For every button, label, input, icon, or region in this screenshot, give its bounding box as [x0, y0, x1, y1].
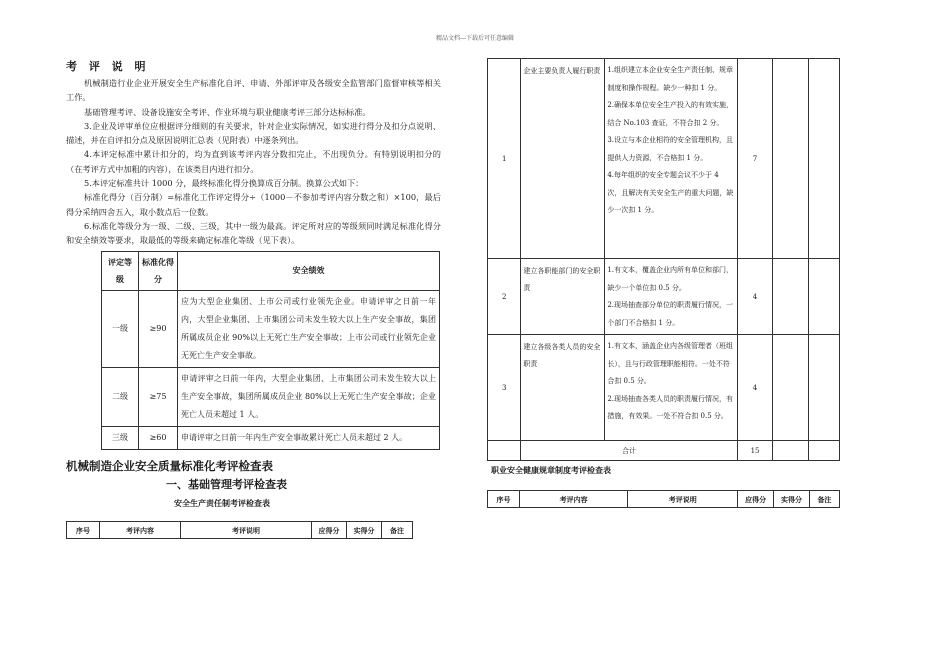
header-no: 序号 [67, 521, 100, 538]
row-content: 建立各级各类人员的安全职责 [521, 335, 605, 441]
row-content: 建立各职能部门的安全职责 [521, 259, 605, 335]
row-score: 4 [737, 335, 772, 441]
total-label: 合计 [521, 441, 737, 461]
grade-cell: 三级 [102, 426, 139, 449]
header-no: 序号 [488, 491, 520, 508]
table-row [102, 367, 440, 426]
header-content: 考评内容 [520, 491, 628, 508]
header-remarks: 备注 [809, 491, 839, 508]
total-score: 15 [737, 441, 772, 461]
table-row [488, 335, 840, 441]
responsibility-table-header [66, 521, 413, 539]
total-remarks [808, 441, 839, 461]
regulations-table-header [487, 490, 840, 508]
table-row [102, 290, 440, 367]
header-actual-score: 实得分 [774, 491, 810, 508]
grade-cell: 一级 [102, 290, 139, 367]
header-description: 考评说明 [628, 491, 738, 508]
score-cell: ≥75 [139, 367, 178, 426]
table-row [488, 259, 840, 335]
header-description: 考评说明 [181, 521, 312, 538]
table-row [488, 59, 840, 259]
table-title: 安全生产责任制考评检查表 [174, 498, 270, 508]
desc-cell: 申请评审之日前一年内生产安全事故累计死亡人员未超过 2 人。 [178, 426, 440, 449]
paragraph: 6.标准化等级分为一级、二级、三级，其中一级为最高。评定所对应的等级须同时满足标准化得分和安全绩效等要求，取最低的等级来确定标准化等级（见下表）。 [66, 220, 441, 246]
row-no: 2 [488, 259, 521, 335]
total-empty-cell [488, 441, 521, 461]
paragraph: 4.本评定标准中累计扣分的，均为直到该考评内容分数扣完止，不出现负分。有特别说明扣分的（在考评方式中加粗的内容），在该类目内进行扣分。 [66, 149, 441, 174]
total-row [488, 441, 840, 461]
header-remarks: 备注 [382, 521, 413, 538]
table-header-row [488, 491, 840, 508]
header-score: 标准化得分 [139, 251, 178, 290]
paragraph: 3.企业及评审单位应根据评分细则的有关要求，针对企业实际情况，如实进行得分及扣分点说明、描述，并在自评扣分点及原因说明汇总表（见附表）中逐条列出。 [66, 120, 441, 146]
score-cell: ≥60 [139, 426, 178, 449]
header-content: 考评内容 [100, 521, 181, 538]
row-remarks [808, 335, 839, 441]
instructions-heading: 考 评 说 明 [66, 60, 150, 73]
desc-cell: 申请评审之日前一年内，大型企业集团、上市集团公司未发生较大以上生产安全事故，集团所属成员企业 80%以上无死亡生产安全事故；企业死亡人员未超过 1 人。 [178, 367, 440, 426]
total-actual [773, 441, 808, 461]
row-actual [773, 59, 808, 259]
table-header-row [67, 521, 413, 538]
header-due-score: 应得分 [738, 491, 774, 508]
paragraph: 机械制造行业企业开展安全生产标准化自评、申请、外部评审及各级安全监管部门监督审核等相关工作。 [66, 78, 441, 103]
row-score: 7 [737, 59, 772, 259]
header-grade: 评定等级 [102, 251, 139, 290]
left-column [66, 58, 441, 539]
row-description: 1.组织建立本企业安全生产责任制、规章制度和操作规程。缺少一种扣 1 分。 2.确保本单位安全生产投入的有效实施，结合 No.103 查证，不符合扣 2 分。 3.设立与本企业相符的安全管理机构，且提供人力资源，不合格扣 1 分。 4.每年组织的安全专题会议不少于 4 次，且解决有关安全生产的重大问题，缺少一次扣 1 分。 [605, 59, 738, 259]
paragraph: 基础管理考评、设备设施安全考评、作业环境与职业健康考评三部分达标标准。 [84, 106, 371, 117]
section-title: 一、基础管理考评检查表 [166, 477, 287, 491]
paragraph: 标准化得分（百分制）=标准化工作评定得分÷（1000－不参加考评内容分数之和）×100，最后得分采纳四舍五入，取小数点后一位数。 [66, 192, 441, 217]
table-header-row [102, 251, 440, 290]
header-performance: 安全绩效 [178, 251, 440, 290]
grade-cell: 二级 [102, 367, 139, 426]
paragraph: 5.本评定标准共计 1000 分，最终标准化得分换算成百分制。换算公式如下： [84, 178, 364, 189]
table-row [102, 426, 440, 449]
row-content: 企业主要负责人履行职责 [521, 59, 605, 259]
responsibility-table [487, 58, 840, 461]
desc-cell: 应为大型企业集团、上市公司或行业领先企业。申请评审之日前一年内，大型企业集团、上市集团公司未发生较大以上生产安全事故，集团所属成员企业 90%以上无死亡生产安全事故；上市公司或行业领先企业无死亡生产安全事故。 [178, 290, 440, 367]
row-remarks [808, 259, 839, 335]
header-note: 精品文档---下载后可任意编辑 [435, 35, 515, 42]
row-actual [773, 335, 808, 441]
row-no: 1 [488, 59, 521, 259]
header-actual-score: 实得分 [347, 521, 382, 538]
row-remarks [808, 59, 839, 259]
row-description: 1.有文本，覆盖企业内所有单位和部门，缺少一个单位扣 0.5 分。 2.现场抽查部分单位的职责履行情况，一个部门不合格扣 1 分。 [605, 259, 738, 335]
row-score: 4 [737, 259, 772, 335]
table-title: 职业安全健康规章制度考评检查表 [491, 466, 611, 475]
row-no: 3 [488, 335, 521, 441]
row-actual [773, 259, 808, 335]
right-column [487, 58, 840, 508]
header-due-score: 应得分 [312, 521, 347, 538]
document-title: 机械制造企业安全质量标准化考评检查表 [66, 458, 273, 473]
grade-table [101, 251, 440, 450]
score-cell: ≥90 [139, 290, 178, 367]
row-description: 1.有文本，涵盖企业内各级管理者（班组长），且与行政管理职能相符。一处不符合扣 0.5 分。 2.现场抽查各类人员的职责履行情况，有措施，有效果。一处不符合扣 0.5 分。 [605, 335, 738, 441]
